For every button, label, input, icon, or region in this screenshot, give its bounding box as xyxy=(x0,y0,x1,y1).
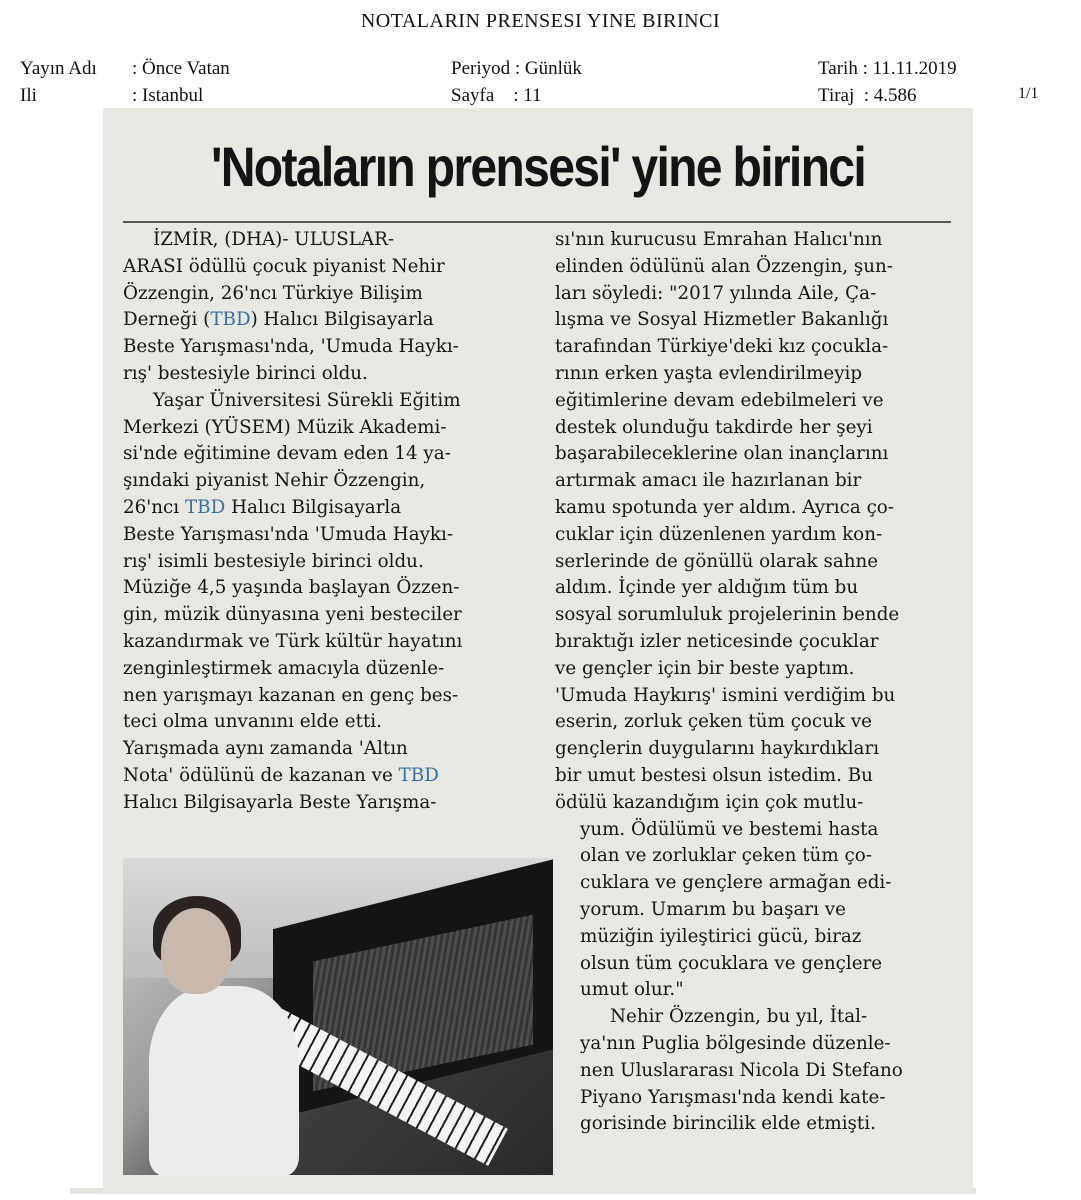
article-line: gençlerin duygularını haykırdıkları xyxy=(555,738,880,760)
article-line: zenginleştirmek amacıyla düzenle- xyxy=(123,657,445,679)
article-line: Beste Yarışması'nda, 'Umuda Haykı- xyxy=(123,336,459,358)
article-line: eserin, zorluk çeken tüm çocuk ve xyxy=(555,711,872,733)
article-line: gorisinde birincilik elde etmişti. xyxy=(580,1113,876,1135)
article-line: aldım. İçinde yer aldığım tüm bu xyxy=(555,577,859,599)
article-line: ları söyledi: "2017 yılında Aile, Ça- xyxy=(555,282,877,304)
pianist-dress xyxy=(149,986,299,1175)
article-line: yorum. Umarım bu başarı ve xyxy=(580,898,846,920)
article-line: lışma ve Sosyal Hizmetler Bakanlığı xyxy=(555,309,889,331)
article-line: gin, müzik dünyasına yeni besteciler xyxy=(123,604,462,626)
article-line: ya'nın Puglia bölgesinde düzenle- xyxy=(580,1032,891,1054)
article-line: si'nde eğitimine devam eden 14 ya- xyxy=(123,443,451,465)
article-line: Beste Yarışması'nda 'Umuda Haykı- xyxy=(123,523,454,545)
article-line: rının erken yaşta evlendirilmeyip xyxy=(555,362,863,384)
article-headline: 'Notaların prensesi' yine birinci xyxy=(211,135,865,198)
article-line: ARASI ödüllü çocuk piyanist Nehir xyxy=(123,255,445,277)
article-line: yum. Ödülümü ve bestemi hasta xyxy=(580,818,879,840)
headline-rule xyxy=(123,221,951,223)
article-line: nen yarışmayı kazanan en genç bes- xyxy=(123,684,459,706)
article-line: 26'ncı TBD Halıcı Bilgisayarla xyxy=(123,496,402,518)
article-column-left xyxy=(123,227,513,817)
article-line: Merkezi (YÜSEM) Müzik Akademi- xyxy=(123,416,447,438)
article-line: eğitimlerine devam edebilmeleri ve xyxy=(555,389,884,411)
page-number: Sayfa : 11 xyxy=(451,85,542,106)
article-line: bir umut bestesi olsun istedim. Bu xyxy=(555,764,873,786)
article-line: Yarışmada aynı zamanda 'Altın xyxy=(123,738,408,760)
page-count: 1/1 xyxy=(1018,85,1039,102)
article-line: ödülü kazandığım için çok mutlu- xyxy=(555,791,864,813)
article-line: tarafından Türkiye'deki kız çocukla- xyxy=(555,336,889,358)
article-line: sosyal sorumluluk projelerinin bende xyxy=(555,604,900,626)
article-line: Özzengin, 26'ncı Türkiye Bilişim xyxy=(123,282,423,304)
article-line: ve gençler için bir beste yaptım. xyxy=(555,657,855,679)
publication-label: Yayın Adı xyxy=(20,58,97,79)
article-line: Piyano Yarışması'nda kendi kate- xyxy=(580,1086,886,1108)
city xyxy=(20,85,203,107)
article-line: cuklar için düzenlenen yardım kon- xyxy=(555,523,883,545)
article-line: Yaşar Üniversitesi Sürekli Eğitim xyxy=(153,389,461,411)
publication-value: : Önce Vatan xyxy=(132,58,230,79)
newspaper-clipping xyxy=(103,108,973,1193)
article-line: müziğin iyileştirici gücü, biraz xyxy=(580,925,862,947)
article-line: Derneği (TBD) Halıcı Bilgisayarla xyxy=(123,309,434,331)
article-line: cuklara ve gençlere armağan edi- xyxy=(580,872,892,894)
article-line: rış' isimli bestesiyle birinci oldu. xyxy=(123,550,424,572)
article-line: Müziğe 4,5 yaşında başlayan Özzen- xyxy=(123,577,460,599)
article-column-right xyxy=(555,227,965,1138)
city-value: : Istanbul xyxy=(132,85,204,106)
article-line: rış' bestesiyle birinci oldu. xyxy=(123,362,368,384)
article-line: bıraktığı izler neticesinde çocuklar xyxy=(555,630,879,652)
article-line: İZMİR, (DHA)- ULUSLAR- xyxy=(153,229,395,250)
article-line: umut olur." xyxy=(580,979,684,1001)
article-line: olan ve zorluklar çeken tüm ço- xyxy=(580,845,872,867)
article-line: teci olma unvanını elde etti. xyxy=(123,711,382,733)
circulation: Tiraj : 4.586 xyxy=(818,85,917,106)
article-line: şındaki piyanist Nehir Özzengin, xyxy=(123,470,426,492)
article-line: olsun tüm çocuklara ve gençlere xyxy=(580,952,883,974)
pianist-photo xyxy=(123,858,553,1175)
period: Periyod : Günlük xyxy=(451,58,582,79)
article-line: nen Uluslararası Nicola Di Stefano xyxy=(580,1059,903,1081)
document-title: NOTALARIN PRENSESI YINE BIRINCI xyxy=(360,10,721,32)
article-line: kazandırmak ve Türk kültür hayatını xyxy=(123,630,463,652)
city-label: Ili xyxy=(20,85,37,106)
pianist-face xyxy=(161,908,231,994)
article-line: Halıcı Bilgisayarla Beste Yarışma- xyxy=(123,791,437,813)
article-line: Nehir Özzengin, bu yıl, İtal- xyxy=(610,1006,868,1028)
article-line: sı'nın kurucusu Emrahan Halıcı'nın xyxy=(555,229,883,250)
article-line: elinden ödülünü alan Özzengin, şun- xyxy=(555,255,893,277)
article-line: 'Umuda Haykırış' ismini verdiğim bu xyxy=(555,684,896,706)
article-line: başarabileceklerine olan inançlarını xyxy=(555,443,889,465)
article-line: destek olunduğu takdirde her şeyi xyxy=(555,416,873,438)
publication-name xyxy=(20,58,230,80)
article-line: serlerinde de gönüllü olarak sahne xyxy=(555,550,879,572)
article-line: Nota' ödülünü de kazanan ve TBD xyxy=(123,764,439,786)
article-line: artırmak amacı ile hazırlanan bir xyxy=(555,470,862,492)
article-line: kamu spotunda yer aldım. Ayrıca ço- xyxy=(555,496,894,518)
date: Tarih : 11.11.2019 xyxy=(818,58,957,79)
